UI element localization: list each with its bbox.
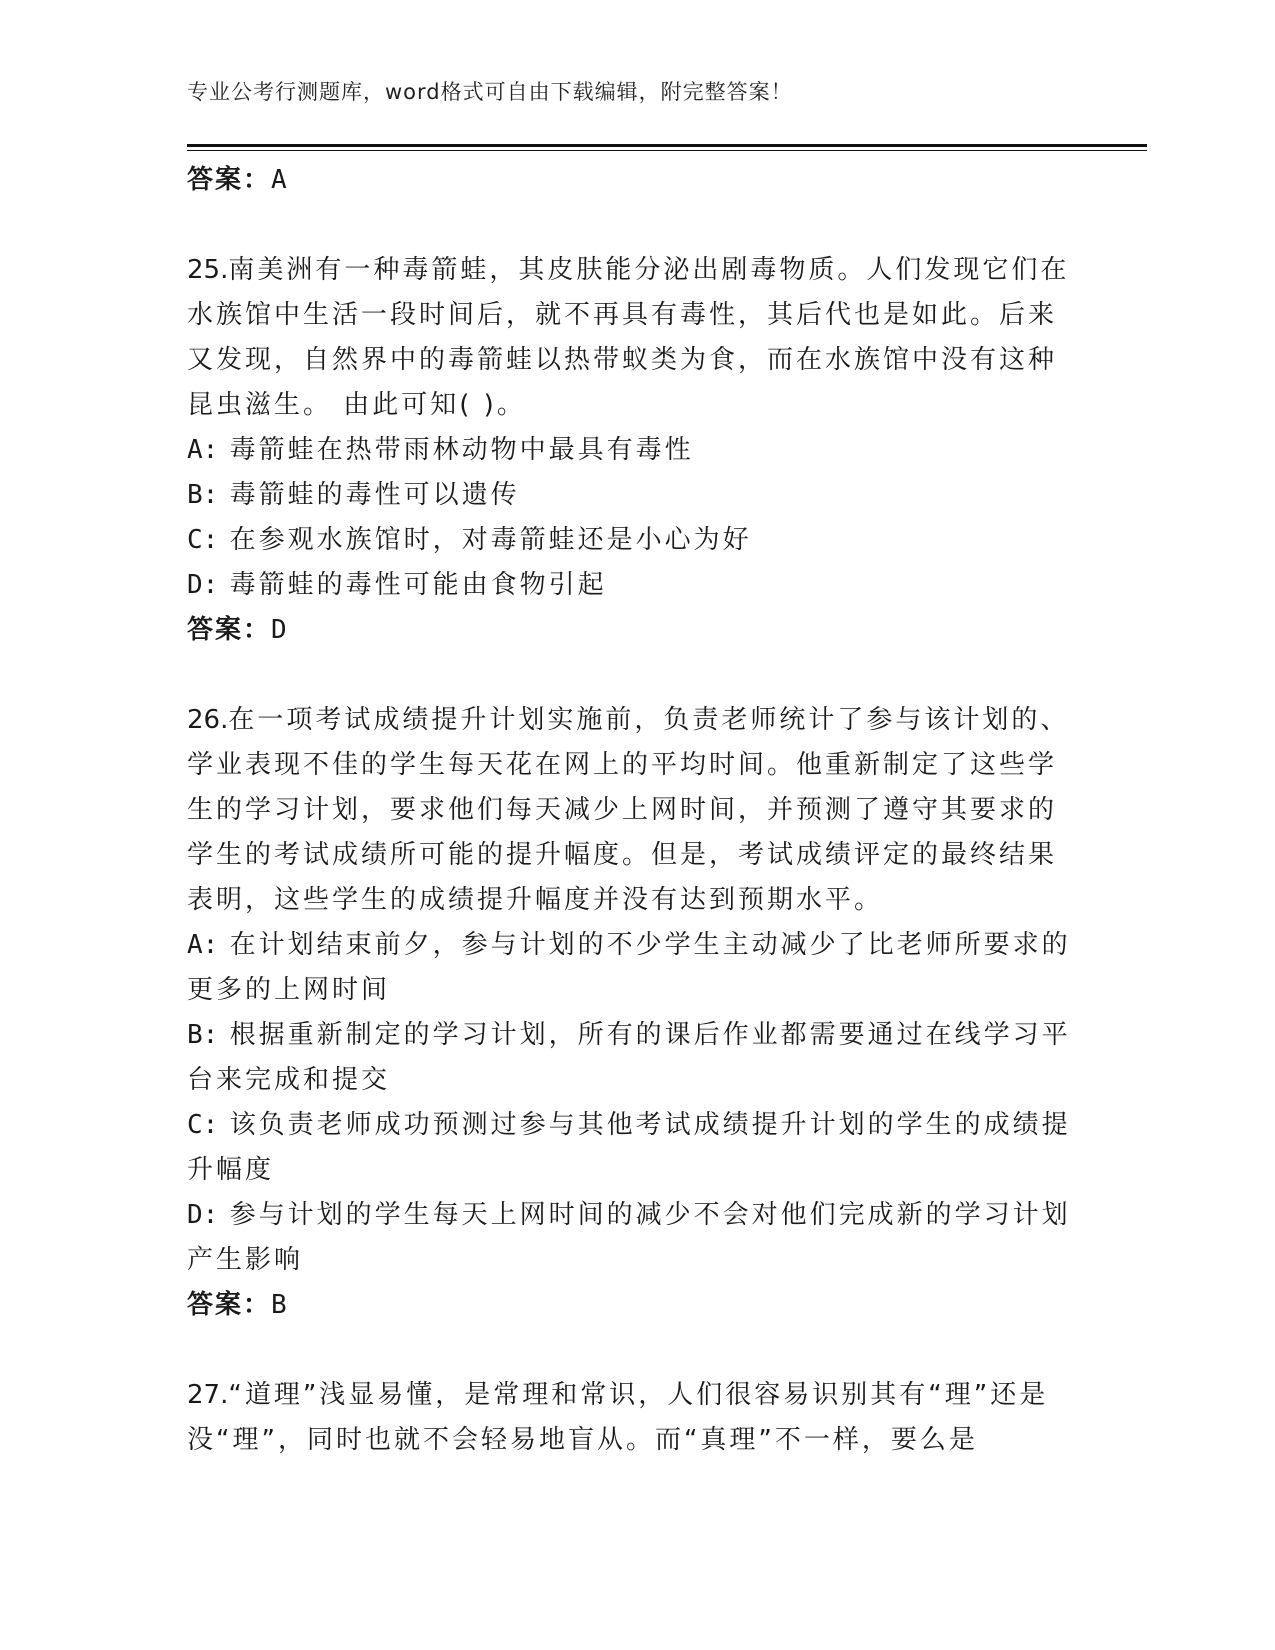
option-label: D: — [187, 570, 219, 600]
question-27 — [187, 1373, 1077, 1463]
option-label: C: — [187, 1110, 219, 1140]
header-rule-thin — [187, 150, 1147, 151]
answer-line — [187, 608, 1077, 653]
option-text: 在计划结束前夕，参与计划的不少学生主动减少了比老师所要求的更多的上网时间 — [187, 930, 1071, 1005]
answer-value: B — [271, 1290, 289, 1320]
spacer — [187, 1328, 1077, 1373]
spacer — [187, 653, 1077, 698]
option-text: 根据重新制定的学习计划，所有的课后作业都需要通过在线学习平台来完成和提交 — [187, 1020, 1071, 1095]
option-label: C: — [187, 525, 219, 555]
option-label: D: — [187, 1200, 219, 1230]
option-text: 毒箭蛙的毒性可以遗传 — [229, 480, 520, 510]
option-label: B: — [187, 480, 219, 510]
question-stem — [187, 248, 1077, 428]
answer-label: 答案： — [187, 165, 272, 195]
question-25 — [187, 248, 1077, 653]
question-text: 在一项考试成绩提升计划实施前，负责老师统计了参与该计划的、学业表现不佳的学生每天花在网上的平均时间。他重新制定了这些学生的学习计划，要求他们每天减少上网时间，并预测了遵守其要求的学生的考试成绩所可能的提升幅度。但是，考试成绩评定的最终结果表明，这些学生的成绩提升幅度并没有达到预期水平。 — [187, 705, 1070, 915]
answer-label: 答案： — [187, 615, 272, 645]
option-text: 毒箭蛙在热带雨林动物中最具有毒性 — [229, 435, 694, 465]
answer-value: D — [271, 615, 289, 645]
option-text: 参与计划的学生每天上网时间的减少不会对他们完成新的学习计划产生影响 — [187, 1200, 1071, 1275]
header-rule-thick — [187, 144, 1147, 147]
document-body — [187, 158, 1077, 1463]
option-text: 毒箭蛙的毒性可能由食物引起 — [229, 570, 607, 600]
answer-line — [187, 158, 1077, 203]
page-header: 专业公考行测题库，word格式可自由下载编辑，附完整答案！ — [187, 80, 793, 104]
question-text: “道理”浅显易懂，是常理和常识，人们很容易识别其有“理”还是没“理”，同时也就不会轻易地盲从。而“真理”不一样，要么是 — [187, 1380, 1049, 1455]
spacer — [187, 203, 1077, 248]
answer-line — [187, 1283, 1077, 1328]
question-stem — [187, 1373, 1077, 1463]
option-a — [187, 428, 1077, 473]
option-c — [187, 1103, 1077, 1193]
option-label: A: — [187, 930, 219, 960]
option-text: 该负责老师成功预测过参与其他考试成绩提升计划的学生的成绩提升幅度 — [187, 1110, 1071, 1185]
option-label: B: — [187, 1020, 219, 1050]
question-number: 27. — [187, 1380, 229, 1410]
option-label: A: — [187, 435, 219, 465]
option-d — [187, 1193, 1077, 1283]
option-b — [187, 1013, 1077, 1103]
question-stem — [187, 698, 1077, 923]
option-text: 在参观水族馆时，对毒箭蛙还是小心为好 — [229, 525, 752, 555]
question-text: 南美洲有一种毒箭蛙，其皮肤能分泌出剧毒物质。人们发现它们在水族馆中生活一段时间后，就不再具有毒性，其后代也是如此。后来又发现，自然界中的毒箭蛙以热带蚁类为食，而在水族馆中没有这种昆虫滋生。 由此可知( )。 — [187, 255, 1070, 420]
question-number: 25. — [187, 255, 229, 285]
answer-label: 答案： — [187, 1290, 272, 1320]
option-b — [187, 473, 1077, 518]
answer-value: A — [271, 165, 289, 195]
option-c — [187, 518, 1077, 563]
question-26 — [187, 698, 1077, 1328]
question-number: 26. — [187, 705, 229, 735]
option-a — [187, 923, 1077, 1013]
option-d — [187, 563, 1077, 608]
